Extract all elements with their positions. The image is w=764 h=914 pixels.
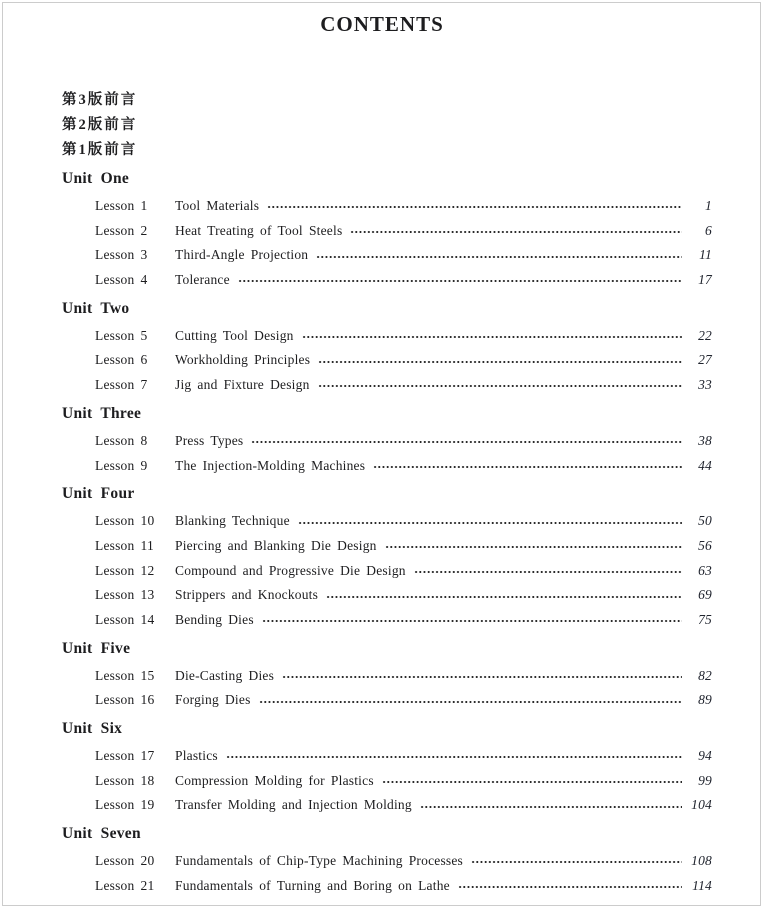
toc-entry	[0, 769, 764, 794]
dot-leader	[251, 440, 682, 444]
toc-entry	[0, 849, 764, 874]
unit-section	[0, 821, 764, 898]
lesson-title: Jig and Fixture Design	[175, 377, 310, 393]
page-number: 11	[699, 247, 712, 263]
page-number: 6	[705, 222, 712, 238]
preface-item: 第1版前言	[62, 142, 138, 158]
toc-entry	[0, 608, 764, 633]
page-number: 33	[698, 377, 712, 393]
toc-entry	[0, 268, 764, 293]
dot-leader	[282, 675, 682, 679]
lesson-title: Heat Treating of Tool Steels	[175, 222, 343, 238]
page-number: 17	[698, 272, 712, 288]
dot-leader	[318, 384, 682, 388]
page-number: 56	[698, 537, 712, 553]
dot-leader	[262, 619, 682, 623]
lesson-label: Lesson 19	[95, 797, 155, 813]
lesson-title: Fundamentals of Chip-Type Machining Processes	[175, 853, 464, 869]
toc-entry	[0, 348, 764, 373]
lesson-title: Die-Casting Dies	[175, 667, 275, 683]
lesson-title: Forging Dies	[175, 692, 251, 708]
preface-item: 第2版前言	[62, 117, 138, 133]
lesson-label: Lesson 7	[95, 377, 148, 393]
lesson-title: Fundamentals of Turning and Boring on Lathe	[175, 877, 450, 893]
toc-entry	[0, 534, 764, 559]
dot-leader	[226, 755, 682, 759]
lesson-label: Lesson 17	[95, 748, 155, 763]
lesson-label: Lesson 6	[95, 352, 148, 368]
page-number: 44	[698, 457, 712, 473]
lesson-title: Transfer Molding and Injection Molding	[175, 797, 412, 813]
page-number: 1	[705, 198, 712, 213]
lesson-title: The Injection-Molding Machines	[175, 457, 366, 473]
page-number: 114	[692, 877, 712, 893]
unit-heading: Unit Three	[62, 404, 142, 422]
lesson-label: Lesson 20	[95, 853, 155, 869]
toc-entry	[0, 243, 764, 268]
unit-section	[0, 481, 764, 632]
lesson-title: Strippers and Knockouts	[175, 587, 319, 603]
lesson-title: Compression Molding for Plastics	[175, 772, 374, 788]
dot-leader	[318, 360, 682, 364]
page-number: 89	[698, 692, 712, 708]
lesson-title: Piercing and Blanking Die Design	[175, 537, 377, 553]
toc-entry	[0, 429, 764, 454]
unit-heading: Unit Seven	[62, 825, 141, 843]
lesson-label: Lesson 15	[95, 667, 155, 683]
toc-entry	[0, 509, 764, 534]
page-number: 27	[698, 352, 712, 368]
page-number: 82	[698, 667, 712, 683]
lesson-label: Lesson 14	[95, 611, 155, 627]
dot-leader	[373, 465, 682, 469]
lesson-title: Compound and Progressive Die Design	[175, 562, 406, 578]
dot-leader	[267, 205, 682, 209]
lesson-label: Lesson 16	[95, 692, 155, 708]
dot-leader	[458, 885, 682, 889]
dot-leader	[420, 805, 682, 809]
toc-entry	[0, 373, 764, 398]
lesson-label: Lesson 2	[95, 222, 148, 238]
toc-entry	[0, 324, 764, 349]
unit-heading: Unit Two	[62, 299, 130, 317]
lesson-title: Workholding Principles	[175, 352, 311, 368]
dot-leader	[350, 230, 682, 234]
preface-item: 第3版前言	[62, 92, 138, 108]
page-number: 104	[691, 797, 712, 813]
page-number: 63	[698, 562, 712, 578]
lesson-label: Lesson 10	[95, 513, 155, 529]
lesson-label: Lesson 12	[95, 562, 155, 578]
dot-leader	[414, 570, 682, 574]
lesson-title: Press Types	[175, 432, 244, 448]
lesson-label: Lesson 9	[95, 457, 148, 473]
dot-leader	[471, 860, 682, 864]
toc-entry	[0, 744, 764, 769]
dot-leader	[302, 335, 682, 339]
lesson-title: Third-Angle Projection	[175, 247, 309, 263]
page-number: 94	[698, 748, 712, 763]
page-number: 50	[698, 513, 712, 529]
lesson-title: Tolerance	[175, 272, 230, 288]
lesson-title: Tool Materials	[175, 198, 260, 213]
dot-leader	[385, 545, 682, 549]
lesson-label: Lesson 21	[95, 877, 155, 893]
unit-section	[0, 296, 764, 398]
toc-entry	[0, 688, 764, 713]
page-title: CONTENTS	[320, 12, 444, 36]
unit-heading: Unit Six	[62, 720, 123, 737]
unit-heading: Unit One	[62, 170, 130, 187]
page-number: 22	[698, 327, 712, 343]
dot-leader	[238, 279, 682, 283]
dot-leader	[326, 595, 682, 599]
unit-section	[0, 636, 764, 713]
lesson-label: Lesson 11	[95, 537, 154, 553]
toc-entry	[0, 793, 764, 818]
dot-leader	[316, 255, 682, 259]
lesson-title: Plastics	[175, 748, 218, 763]
page-number: 99	[698, 772, 712, 788]
lesson-title: Cutting Tool Design	[175, 327, 294, 343]
toc-entry	[0, 664, 764, 689]
page-number: 108	[691, 853, 712, 869]
lesson-title: Blanking Technique	[175, 513, 290, 529]
page-number: 69	[698, 587, 712, 603]
lesson-label: Lesson 1	[95, 198, 148, 213]
toc-entry	[0, 874, 764, 899]
lesson-label: Lesson 3	[95, 247, 148, 263]
toc-entry	[0, 454, 764, 479]
lesson-label: Lesson 13	[95, 587, 155, 603]
lesson-label: Lesson 4	[95, 272, 148, 288]
preface-list	[0, 88, 764, 163]
dot-leader	[298, 521, 682, 525]
dot-leader	[382, 780, 682, 784]
page-number: 38	[698, 432, 712, 448]
page-number: 75	[698, 611, 712, 627]
units-container	[0, 166, 764, 898]
lesson-label: Lesson 8	[95, 432, 148, 448]
lesson-label: Lesson 5	[95, 327, 148, 343]
dot-leader	[259, 700, 682, 704]
toc-entry	[0, 219, 764, 244]
unit-heading: Unit Four	[62, 485, 135, 503]
toc-entry	[0, 583, 764, 608]
unit-section	[0, 166, 764, 293]
toc-entry	[0, 194, 764, 219]
unit-section	[0, 401, 764, 478]
lesson-label: Lesson 18	[95, 772, 155, 788]
unit-heading: Unit Five	[62, 639, 131, 657]
toc-entry	[0, 559, 764, 584]
lesson-title: Bending Dies	[175, 611, 254, 627]
unit-section	[0, 716, 764, 818]
